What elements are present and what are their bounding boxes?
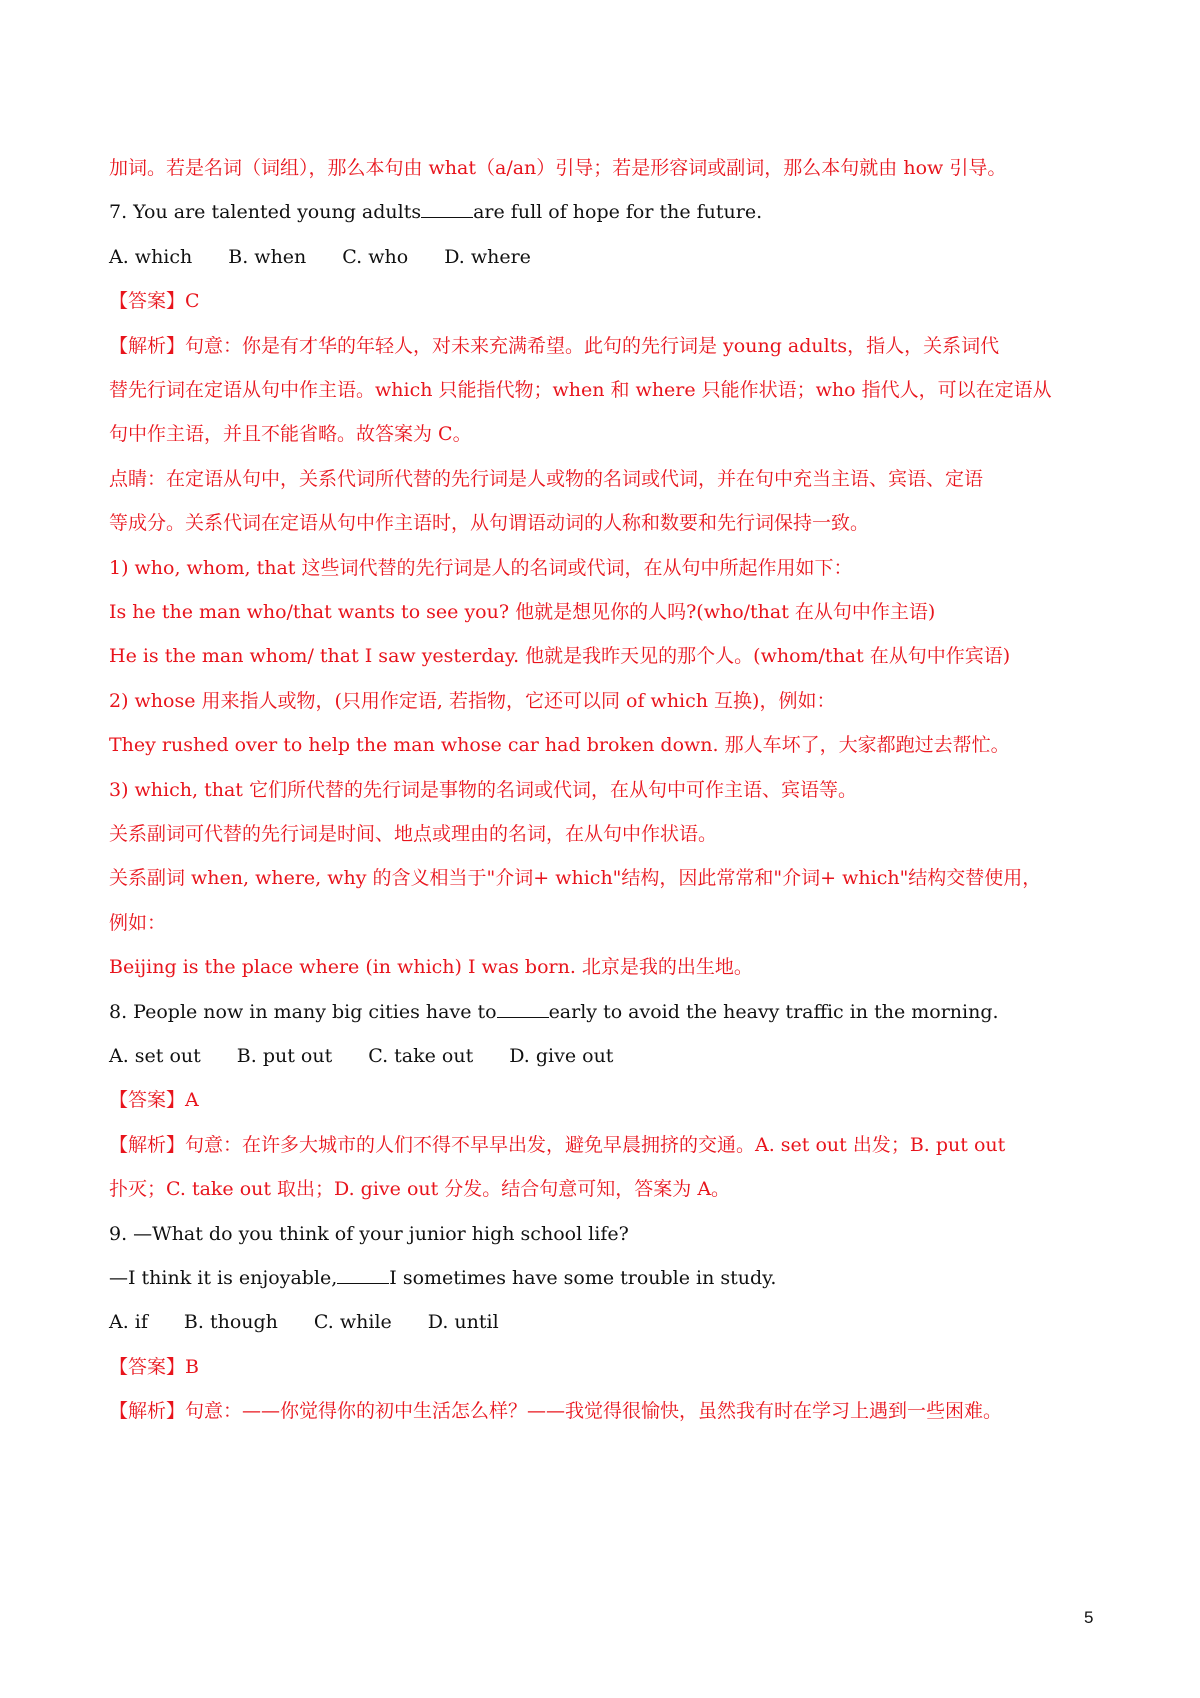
tip-line: 关系副词 when, where, why 的含义相当于"介词+ which"结构，因此常常和"介词+ which"结构交替使用， (109, 867, 1042, 889)
analysis-line: 【解析】句意：你是有才华的年轻人，对未来充满希望。此句的先行词是 young adults，指人，关系词代 (109, 335, 1000, 357)
option-b: B. put out (236, 1045, 333, 1067)
option-b: B. when (228, 246, 307, 268)
answer-line: 【答案】C (109, 290, 200, 312)
option-d: D. until (427, 1311, 499, 1333)
option-c: C. who (342, 246, 409, 268)
option-d: D. where (444, 246, 531, 268)
question-8-blank (497, 999, 549, 1018)
question-8-options (109, 1042, 1109, 1070)
question-9-options (109, 1308, 1109, 1336)
tip-line: 关系副词可代替的先行词是时间、地点或理由的名词，在从句中作状语。 (109, 823, 718, 845)
question-7-stem-end: are full of hope for the future. (473, 201, 763, 223)
analysis-line: 替先行词在定语从句中作主语。which 只能指代物；when 和 where 只能作状语；who 指代人，可以在定语从 (109, 379, 1052, 401)
option-a: A. set out (109, 1045, 201, 1067)
question-9-stem-start: —I think it is enjoyable, (109, 1267, 338, 1289)
question-9-blank (337, 1265, 389, 1284)
option-a: A. if (109, 1311, 148, 1333)
analysis-line: 【解析】句意：——你觉得你的初中生活怎么样？——我觉得很愉快，虽然我有时在学习上遇到一些困难。 (109, 1400, 1003, 1422)
question-9-reply (109, 1264, 1109, 1292)
option-d: D. give out (509, 1045, 614, 1067)
question-8-stem-end: early to avoid the heavy traffic in the morning. (548, 1001, 999, 1023)
question-9: 9. —What do you think of your junior high school life? (109, 1223, 629, 1245)
example-line: Beijing is the place where (in which) I was born. 北京是我的出生地。 (109, 956, 753, 978)
option-a: A. which (109, 246, 193, 268)
analysis-line: 扑灭；C. take out 取出；D. give out 分发。结合句意可知，答案为 A。 (109, 1178, 731, 1200)
explanation-line: 加词。若是名词（词组），那么本句由 what（a/an）引导；若是形容词或副词，那么本句就由 how 引导。 (109, 157, 1007, 179)
example-line: He is the man whom/ that I saw yesterday. 他就是我昨天见的那个人。(whom/that 在从句中作宾语) (109, 645, 1011, 667)
tip-line: 等成分。关系代词在定语从句中作主语时，从句谓语动词的人称和数要和先行词保持一致。 (109, 512, 870, 534)
tip-line: 点睛：在定语从句中，关系代词所代替的先行词是人或物的名词或代词，并在句中充当主语、宾语、定语 (109, 468, 984, 490)
question-9-stem-end: I sometimes have some trouble in study. (389, 1267, 777, 1289)
tip-line: 3) which, that 它们所代替的先行词是事物的名词或代词，在从句中可作主语、宾语等。 (109, 779, 857, 801)
example-line: They rushed over to help the man whose car had broken down. 那人车坏了，大家都跑过去帮忙。 (109, 734, 1010, 756)
tip-line: 例如： (109, 912, 167, 934)
question-7-blank (421, 199, 473, 218)
example-line: Is he the man who/that wants to see you? 他就是想见你的人吗?(who/that 在从句中作主语) (109, 601, 936, 623)
question-7 (109, 198, 1109, 226)
question-7-options (109, 243, 1109, 271)
tip-line: 2) whose 用来指人或物，(只用作定语, 若指物，它还可以同 of which 互换)，例如： (109, 690, 836, 712)
tip-line: 1) who, whom, that 这些词代替的先行词是人的名词或代词，在从句中所起作用如下： (109, 557, 853, 579)
analysis-line: 【解析】句意：在许多大城市的人们不得不早早出发，避免早晨拥挤的交通。A. set out 出发；B. put out (109, 1134, 1006, 1156)
question-7-stem-start: 7. You are talented young adults (109, 201, 422, 223)
option-c: C. while (313, 1311, 392, 1333)
question-8-stem-start: 8. People now in many big cities have to (109, 1001, 497, 1023)
analysis-line: 句中作主语，并且不能省略。故答案为 C。 (109, 423, 472, 445)
option-c: C. take out (368, 1045, 474, 1067)
option-b: B. though (183, 1311, 278, 1333)
question-8 (109, 998, 1109, 1026)
answer-line: 【答案】A (109, 1089, 199, 1111)
page-number: 5 (1084, 1608, 1094, 1627)
answer-line: 【答案】B (109, 1356, 199, 1378)
